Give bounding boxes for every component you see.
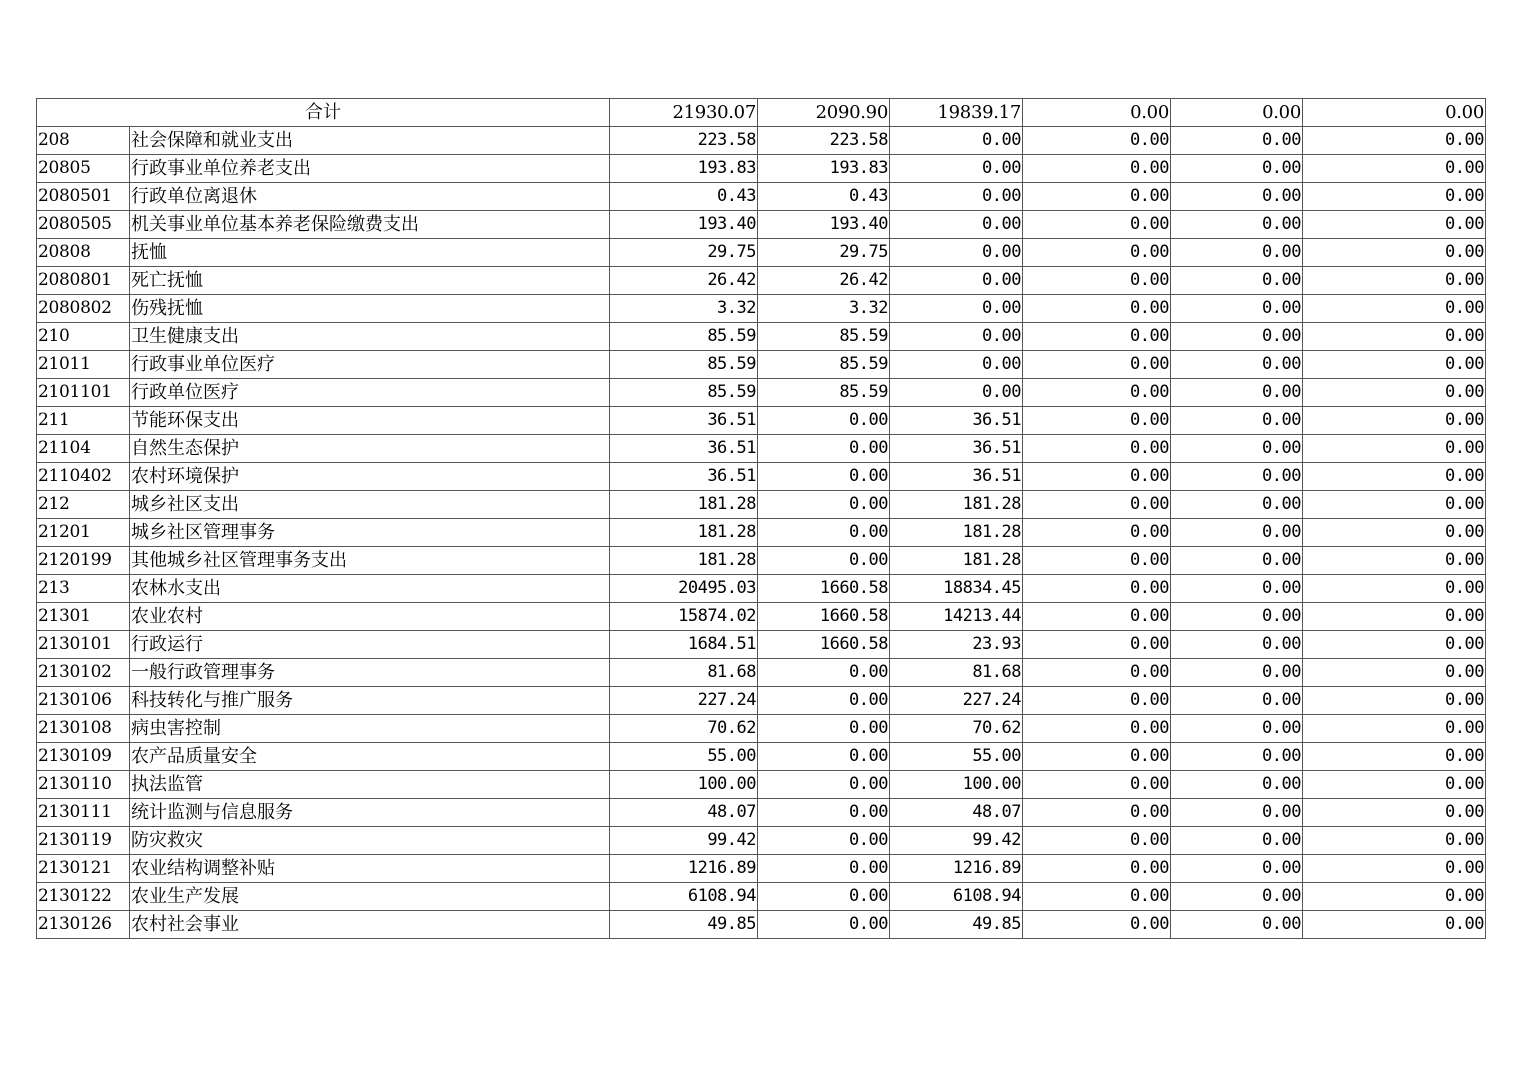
subject-code: 21201 xyxy=(37,519,130,547)
subject-name: 伤残抚恤 xyxy=(130,295,610,323)
amount-cell: 0.00 xyxy=(1023,827,1171,855)
subject-name: 防灾救灾 xyxy=(130,827,610,855)
subject-name: 其他城乡社区管理事务支出 xyxy=(130,547,610,575)
amount-cell: 0.00 xyxy=(1023,519,1171,547)
amount-cell: 99.42 xyxy=(890,827,1023,855)
amount-cell: 0.00 xyxy=(1303,799,1486,827)
amount-cell: 0.43 xyxy=(758,183,890,211)
amount-cell: 0.00 xyxy=(890,239,1023,267)
amount-cell: 0.00 xyxy=(1023,631,1171,659)
amount-cell: 193.83 xyxy=(758,155,890,183)
amount-cell: 55.00 xyxy=(890,743,1023,771)
table-row xyxy=(37,435,1486,463)
subject-code: 20805 xyxy=(37,155,130,183)
amount-cell: 0.00 xyxy=(1171,631,1303,659)
amount-cell: 0.00 xyxy=(1303,855,1486,883)
table-row xyxy=(37,743,1486,771)
amount-cell: 49.85 xyxy=(890,911,1023,939)
amount-cell: 0.00 xyxy=(1171,267,1303,295)
amount-cell: 0.00 xyxy=(758,827,890,855)
amount-cell: 29.75 xyxy=(758,239,890,267)
amount-cell: 0.00 xyxy=(1171,799,1303,827)
amount-cell: 85.59 xyxy=(610,351,758,379)
amount-cell: 0.00 xyxy=(890,155,1023,183)
subject-name: 农业结构调整补贴 xyxy=(130,855,610,883)
amount-cell: 0.00 xyxy=(1023,435,1171,463)
amount-cell: 0.00 xyxy=(758,407,890,435)
subject-code: 2130108 xyxy=(37,715,130,743)
amount-cell: 0.00 xyxy=(1303,267,1486,295)
subject-code: 2130101 xyxy=(37,631,130,659)
amount-cell: 0.00 xyxy=(758,715,890,743)
table-row xyxy=(37,659,1486,687)
amount-cell: 0.00 xyxy=(758,883,890,911)
amount-cell: 181.28 xyxy=(890,491,1023,519)
subject-code: 2130106 xyxy=(37,687,130,715)
amount-cell: 0.00 xyxy=(1303,659,1486,687)
amount-cell: 0.00 xyxy=(1171,211,1303,239)
amount-cell: 15874.02 xyxy=(610,603,758,631)
amount-cell: 0.00 xyxy=(1303,155,1486,183)
subject-code: 2110402 xyxy=(37,463,130,491)
amount-cell: 0.00 xyxy=(1303,883,1486,911)
amount-cell: 0.00 xyxy=(1171,771,1303,799)
table-row xyxy=(37,379,1486,407)
amount-cell: 0.00 xyxy=(1171,659,1303,687)
amount-cell: 0.00 xyxy=(1303,491,1486,519)
subject-code: 213 xyxy=(37,575,130,603)
amount-cell: 0.00 xyxy=(1171,883,1303,911)
subject-name: 农村环境保护 xyxy=(130,463,610,491)
total-label: 合计 xyxy=(37,99,610,127)
amount-cell: 0.00 xyxy=(1023,183,1171,211)
subject-code: 21301 xyxy=(37,603,130,631)
amount-cell: 0.00 xyxy=(890,323,1023,351)
table-row xyxy=(37,323,1486,351)
amount-cell: 0.00 xyxy=(1303,687,1486,715)
amount-cell: 0.00 xyxy=(890,351,1023,379)
table-row xyxy=(37,491,1486,519)
amount-cell: 0.00 xyxy=(1303,911,1486,939)
amount-cell: 227.24 xyxy=(890,687,1023,715)
amount-cell: 0.00 xyxy=(1023,323,1171,351)
amount-cell: 81.68 xyxy=(890,659,1023,687)
amount-cell: 0.00 xyxy=(1171,575,1303,603)
subject-name: 行政事业单位养老支出 xyxy=(130,155,610,183)
amount-cell: 0.00 xyxy=(1303,827,1486,855)
table-row xyxy=(37,911,1486,939)
subject-code: 211 xyxy=(37,407,130,435)
table-row xyxy=(37,239,1486,267)
amount-cell: 1216.89 xyxy=(610,855,758,883)
amount-cell: 0.00 xyxy=(1303,603,1486,631)
amount-cell: 0.00 xyxy=(758,743,890,771)
amount-cell: 0.00 xyxy=(890,183,1023,211)
amount-cell: 0.00 xyxy=(1023,855,1171,883)
amount-cell: 0.00 xyxy=(1023,295,1171,323)
amount-cell: 0.00 xyxy=(1171,379,1303,407)
table-row xyxy=(37,211,1486,239)
amount-cell: 0.00 xyxy=(1303,407,1486,435)
amount-cell: 0.00 xyxy=(1171,827,1303,855)
amount-cell: 85.59 xyxy=(610,323,758,351)
amount-cell: 0.00 xyxy=(1171,743,1303,771)
amount-cell: 0.00 xyxy=(1303,519,1486,547)
table-row xyxy=(37,547,1486,575)
amount-cell: 0.00 xyxy=(1171,603,1303,631)
amount-cell: 0.00 xyxy=(1023,211,1171,239)
subject-name: 死亡抚恤 xyxy=(130,267,610,295)
amount-cell: 0.00 xyxy=(758,491,890,519)
amount-cell: 3.32 xyxy=(610,295,758,323)
amount-cell: 0.00 xyxy=(758,911,890,939)
subject-name: 执法监管 xyxy=(130,771,610,799)
amount-cell: 223.58 xyxy=(610,127,758,155)
table-body xyxy=(37,99,1486,939)
amount-cell: 0.00 xyxy=(1303,715,1486,743)
table-row xyxy=(37,351,1486,379)
amount-cell: 193.83 xyxy=(610,155,758,183)
amount-cell: 1660.58 xyxy=(758,631,890,659)
amount-cell: 0.00 xyxy=(758,435,890,463)
subject-name: 城乡社区管理事务 xyxy=(130,519,610,547)
amount-cell: 18834.45 xyxy=(890,575,1023,603)
amount-cell: 0.00 xyxy=(1171,323,1303,351)
subject-code: 2130109 xyxy=(37,743,130,771)
amount-cell: 0.00 xyxy=(1303,575,1486,603)
amount-cell: 227.24 xyxy=(610,687,758,715)
subject-code: 2130111 xyxy=(37,799,130,827)
amount-cell: 3.32 xyxy=(758,295,890,323)
amount-cell: 70.62 xyxy=(890,715,1023,743)
total-value: 0.00 xyxy=(1171,99,1303,127)
amount-cell: 0.00 xyxy=(1303,547,1486,575)
table-row xyxy=(37,855,1486,883)
amount-cell: 20495.03 xyxy=(610,575,758,603)
table-row xyxy=(37,267,1486,295)
amount-cell: 0.00 xyxy=(890,295,1023,323)
amount-cell: 55.00 xyxy=(610,743,758,771)
amount-cell: 181.28 xyxy=(610,547,758,575)
subject-code: 2130122 xyxy=(37,883,130,911)
amount-cell: 36.51 xyxy=(890,463,1023,491)
amount-cell: 0.00 xyxy=(758,799,890,827)
subject-name: 一般行政管理事务 xyxy=(130,659,610,687)
amount-cell: 0.00 xyxy=(1171,407,1303,435)
subject-code: 2130121 xyxy=(37,855,130,883)
table-row xyxy=(37,687,1486,715)
amount-cell: 0.00 xyxy=(890,379,1023,407)
amount-cell: 0.00 xyxy=(1303,239,1486,267)
table-row xyxy=(37,127,1486,155)
amount-cell: 181.28 xyxy=(610,519,758,547)
subject-code: 212 xyxy=(37,491,130,519)
amount-cell: 49.85 xyxy=(610,911,758,939)
table-row xyxy=(37,295,1486,323)
subject-name: 行政事业单位医疗 xyxy=(130,351,610,379)
amount-cell: 14213.44 xyxy=(890,603,1023,631)
amount-cell: 0.00 xyxy=(1023,799,1171,827)
amount-cell: 0.00 xyxy=(1023,603,1171,631)
amount-cell: 0.00 xyxy=(1171,239,1303,267)
amount-cell: 0.00 xyxy=(1023,743,1171,771)
amount-cell: 0.00 xyxy=(1303,183,1486,211)
table-row xyxy=(37,799,1486,827)
amount-cell: 0.00 xyxy=(1023,687,1171,715)
table-row xyxy=(37,463,1486,491)
amount-cell: 0.00 xyxy=(1171,855,1303,883)
subject-name: 机关事业单位基本养老保险缴费支出 xyxy=(130,211,610,239)
table-row xyxy=(37,407,1486,435)
amount-cell: 0.00 xyxy=(1171,351,1303,379)
budget-table xyxy=(36,98,1486,939)
subject-code: 2130119 xyxy=(37,827,130,855)
amount-cell: 85.59 xyxy=(758,323,890,351)
amount-cell: 193.40 xyxy=(758,211,890,239)
amount-cell: 26.42 xyxy=(758,267,890,295)
amount-cell: 0.00 xyxy=(1023,883,1171,911)
amount-cell: 36.51 xyxy=(890,407,1023,435)
table-row xyxy=(37,183,1486,211)
amount-cell: 181.28 xyxy=(890,519,1023,547)
subject-name: 城乡社区支出 xyxy=(130,491,610,519)
amount-cell: 0.00 xyxy=(1023,463,1171,491)
amount-cell: 85.59 xyxy=(610,379,758,407)
subject-name: 自然生态保护 xyxy=(130,435,610,463)
amount-cell: 23.93 xyxy=(890,631,1023,659)
subject-code: 2130110 xyxy=(37,771,130,799)
table-row xyxy=(37,715,1486,743)
amount-cell: 85.59 xyxy=(758,351,890,379)
subject-name: 行政单位离退休 xyxy=(130,183,610,211)
subject-name: 农村社会事业 xyxy=(130,911,610,939)
amount-cell: 1684.51 xyxy=(610,631,758,659)
subject-code: 2080505 xyxy=(37,211,130,239)
amount-cell: 0.00 xyxy=(1171,715,1303,743)
amount-cell: 0.00 xyxy=(758,771,890,799)
amount-cell: 0.00 xyxy=(1023,491,1171,519)
amount-cell: 0.00 xyxy=(1023,155,1171,183)
amount-cell: 0.00 xyxy=(758,519,890,547)
subject-code: 2080801 xyxy=(37,267,130,295)
amount-cell: 181.28 xyxy=(610,491,758,519)
subject-code: 2080501 xyxy=(37,183,130,211)
table-row xyxy=(37,827,1486,855)
subject-name: 社会保障和就业支出 xyxy=(130,127,610,155)
total-value: 21930.07 xyxy=(610,99,758,127)
subject-code: 208 xyxy=(37,127,130,155)
subject-name: 科技转化与推广服务 xyxy=(130,687,610,715)
amount-cell: 0.00 xyxy=(1303,323,1486,351)
table-row xyxy=(37,155,1486,183)
amount-cell: 0.00 xyxy=(1303,435,1486,463)
subject-name: 统计监测与信息服务 xyxy=(130,799,610,827)
table-row xyxy=(37,771,1486,799)
total-value: 0.00 xyxy=(1023,99,1171,127)
amount-cell: 0.00 xyxy=(1023,239,1171,267)
amount-cell: 0.00 xyxy=(1171,687,1303,715)
subject-name: 行政单位医疗 xyxy=(130,379,610,407)
subject-code: 2101101 xyxy=(37,379,130,407)
subject-name: 抚恤 xyxy=(130,239,610,267)
subject-name: 节能环保支出 xyxy=(130,407,610,435)
amount-cell: 0.00 xyxy=(1303,771,1486,799)
amount-cell: 0.00 xyxy=(1303,211,1486,239)
subject-code: 2080802 xyxy=(37,295,130,323)
amount-cell: 6108.94 xyxy=(890,883,1023,911)
amount-cell: 0.00 xyxy=(1171,183,1303,211)
table-row xyxy=(37,519,1486,547)
subject-code: 2130102 xyxy=(37,659,130,687)
total-value: 19839.17 xyxy=(890,99,1023,127)
subject-name: 病虫害控制 xyxy=(130,715,610,743)
amount-cell: 0.00 xyxy=(758,687,890,715)
amount-cell: 0.00 xyxy=(1171,155,1303,183)
subject-name: 农业农村 xyxy=(130,603,610,631)
amount-cell: 0.00 xyxy=(1171,463,1303,491)
amount-cell: 0.00 xyxy=(1023,911,1171,939)
subject-code: 2120199 xyxy=(37,547,130,575)
amount-cell: 0.00 xyxy=(1171,547,1303,575)
subject-name: 行政运行 xyxy=(130,631,610,659)
amount-cell: 100.00 xyxy=(610,771,758,799)
amount-cell: 0.00 xyxy=(1023,659,1171,687)
amount-cell: 81.68 xyxy=(610,659,758,687)
amount-cell: 70.62 xyxy=(610,715,758,743)
amount-cell: 0.00 xyxy=(758,659,890,687)
total-value: 2090.90 xyxy=(758,99,890,127)
amount-cell: 29.75 xyxy=(610,239,758,267)
amount-cell: 36.51 xyxy=(610,407,758,435)
total-row xyxy=(37,99,1486,127)
amount-cell: 0.00 xyxy=(890,267,1023,295)
table-row xyxy=(37,603,1486,631)
subject-name: 农业生产发展 xyxy=(130,883,610,911)
amount-cell: 26.42 xyxy=(610,267,758,295)
amount-cell: 0.00 xyxy=(1303,127,1486,155)
amount-cell: 48.07 xyxy=(890,799,1023,827)
amount-cell: 48.07 xyxy=(610,799,758,827)
amount-cell: 1660.58 xyxy=(758,575,890,603)
amount-cell: 193.40 xyxy=(610,211,758,239)
amount-cell: 181.28 xyxy=(890,547,1023,575)
amount-cell: 0.00 xyxy=(1171,127,1303,155)
amount-cell: 85.59 xyxy=(758,379,890,407)
amount-cell: 0.00 xyxy=(1171,491,1303,519)
amount-cell: 0.43 xyxy=(610,183,758,211)
amount-cell: 1216.89 xyxy=(890,855,1023,883)
amount-cell: 0.00 xyxy=(890,211,1023,239)
amount-cell: 0.00 xyxy=(1303,743,1486,771)
amount-cell: 100.00 xyxy=(890,771,1023,799)
total-value: 0.00 xyxy=(1303,99,1486,127)
amount-cell: 36.51 xyxy=(610,463,758,491)
amount-cell: 0.00 xyxy=(1171,519,1303,547)
amount-cell: 0.00 xyxy=(1023,547,1171,575)
subject-code: 21104 xyxy=(37,435,130,463)
amount-cell: 0.00 xyxy=(1303,631,1486,659)
subject-name: 农产品质量安全 xyxy=(130,743,610,771)
amount-cell: 0.00 xyxy=(758,547,890,575)
table-row xyxy=(37,883,1486,911)
amount-cell: 1660.58 xyxy=(758,603,890,631)
amount-cell: 0.00 xyxy=(1023,715,1171,743)
amount-cell: 6108.94 xyxy=(610,883,758,911)
table-row xyxy=(37,631,1486,659)
amount-cell: 0.00 xyxy=(1171,435,1303,463)
amount-cell: 223.58 xyxy=(758,127,890,155)
amount-cell: 0.00 xyxy=(758,855,890,883)
amount-cell: 0.00 xyxy=(890,127,1023,155)
subject-code: 2130126 xyxy=(37,911,130,939)
subject-code: 210 xyxy=(37,323,130,351)
amount-cell: 0.00 xyxy=(1023,351,1171,379)
amount-cell: 0.00 xyxy=(1171,295,1303,323)
amount-cell: 0.00 xyxy=(1023,407,1171,435)
amount-cell: 0.00 xyxy=(1023,127,1171,155)
amount-cell: 0.00 xyxy=(1171,911,1303,939)
amount-cell: 0.00 xyxy=(1023,575,1171,603)
amount-cell: 0.00 xyxy=(1023,267,1171,295)
amount-cell: 99.42 xyxy=(610,827,758,855)
amount-cell: 0.00 xyxy=(1303,295,1486,323)
amount-cell: 0.00 xyxy=(1303,379,1486,407)
subject-code: 21011 xyxy=(37,351,130,379)
amount-cell: 0.00 xyxy=(1303,351,1486,379)
amount-cell: 0.00 xyxy=(758,463,890,491)
subject-code: 20808 xyxy=(37,239,130,267)
amount-cell: 0.00 xyxy=(1023,771,1171,799)
table-row xyxy=(37,575,1486,603)
subject-name: 卫生健康支出 xyxy=(130,323,610,351)
subject-name: 农林水支出 xyxy=(130,575,610,603)
amount-cell: 0.00 xyxy=(1023,379,1171,407)
amount-cell: 0.00 xyxy=(1303,463,1486,491)
amount-cell: 36.51 xyxy=(890,435,1023,463)
amount-cell: 36.51 xyxy=(610,435,758,463)
